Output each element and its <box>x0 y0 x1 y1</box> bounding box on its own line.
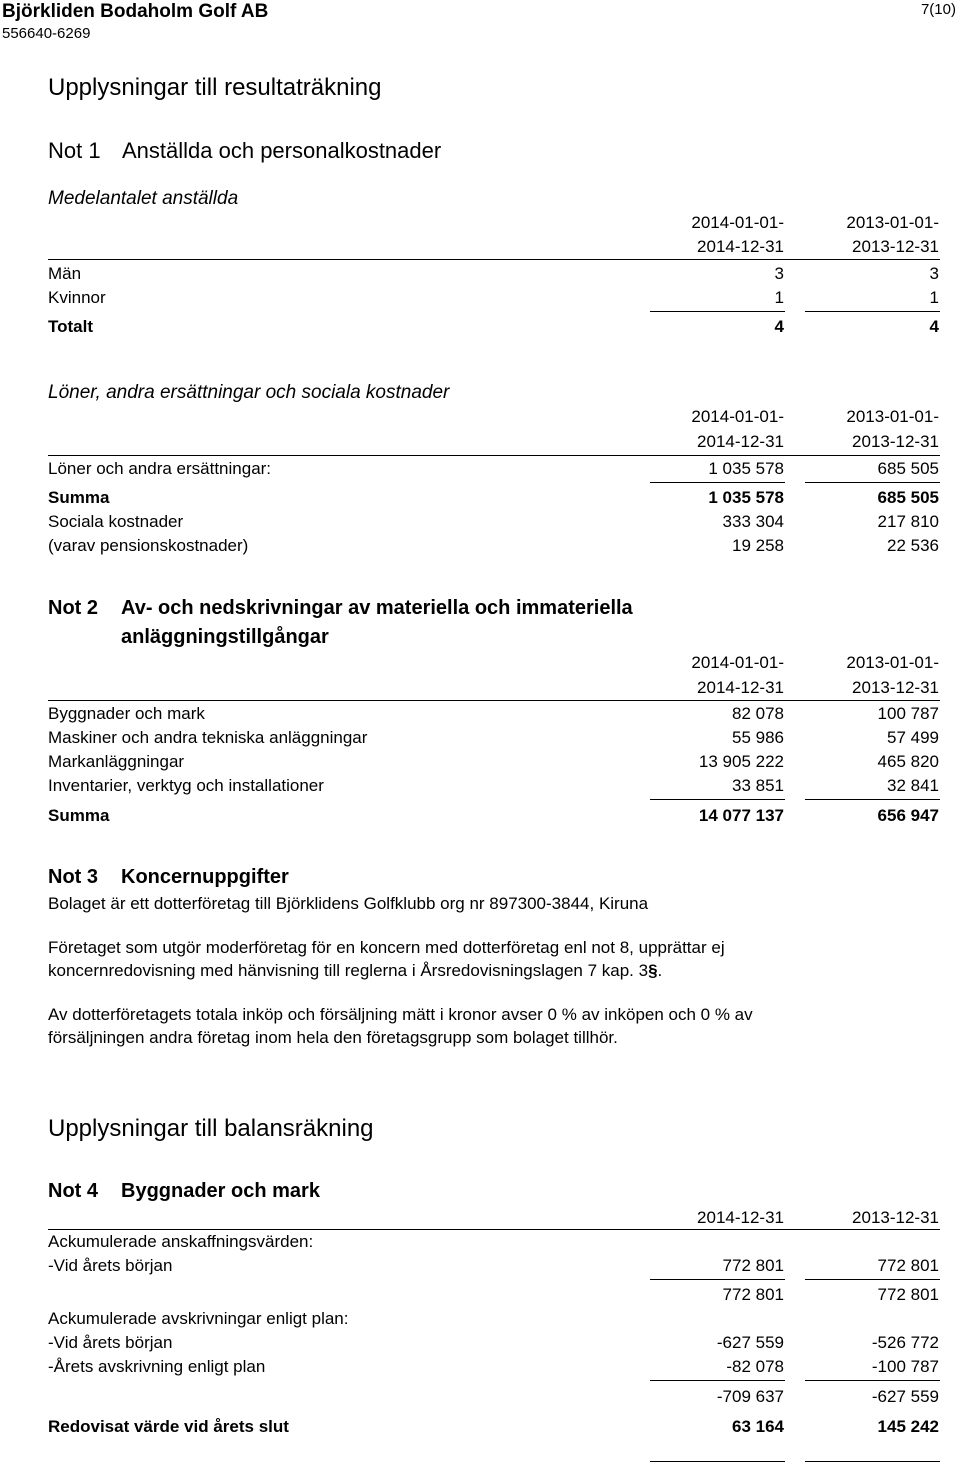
note2-row-label: Maskiner och andra tekniska anläggningar <box>48 728 368 747</box>
acq-sum-rule-cur <box>650 1279 785 1280</box>
salaries-row-prev: 685 505 <box>877 459 939 478</box>
note2-sum-prev: 656 947 <box>877 806 939 825</box>
salaries-header-rule <box>48 455 940 456</box>
note2-row-label: Inventarier, verktyg och installationer <box>48 776 324 795</box>
pension-costs-prev: 22 536 <box>887 536 939 555</box>
social-costs-cur: 333 304 <box>722 512 784 531</box>
note4-header-rule <box>48 1229 940 1230</box>
note3-paragraph-consolidation-line2 <box>48 962 662 979</box>
note2-title-line2: anläggningstillgångar <box>121 626 329 648</box>
dep-total-prev: -627 559 <box>871 1387 939 1406</box>
note1-title: Anställda och personalkostnader <box>122 138 442 163</box>
note3-title: Koncernuppgifter <box>121 866 289 888</box>
salaries-period-cur-end: 2014-12-31 <box>697 432 784 451</box>
salaries-sum-cur: 1 035 578 <box>708 488 784 507</box>
acq-total-cur: 772 801 <box>722 1285 784 1304</box>
note2-row-prev: 57 499 <box>887 728 939 747</box>
note2-sum-label: Summa <box>48 806 110 825</box>
employees-row-prev: 1 <box>929 288 939 307</box>
note4-col-prev: 2013-12-31 <box>852 1208 939 1227</box>
note2-period-prev-start: 2013-01-01- <box>846 653 939 672</box>
employees-period-cur-end: 2014-12-31 <box>697 237 784 256</box>
acq-title: Ackumulerade anskaffningsvärden: <box>48 1232 314 1251</box>
note4-col-cur: 2014-12-31 <box>697 1208 784 1227</box>
employees-sum-rule-cur <box>650 311 785 312</box>
salaries-sum-rule-cur <box>650 482 785 483</box>
note3-paragraph-parent: Bolaget är ett dotterföretag till Björklidens Golfklubb org nr 897300-3844, Kiruna <box>48 894 649 913</box>
employees-period-cur-start: 2014-01-01- <box>691 213 784 232</box>
note2-header-rule <box>48 700 940 701</box>
note2-row-label: Byggnader och mark <box>48 704 205 723</box>
page-number: 7(10) <box>920 1 956 18</box>
note2-number: Not 2 <box>48 597 98 619</box>
dep-sum-rule-cur <box>650 1380 785 1381</box>
employees-total-label: Totalt <box>48 317 94 336</box>
note1-number: Not 1 <box>48 138 101 163</box>
acq-sum-rule-prev <box>805 1279 940 1280</box>
salaries-subtitle: Löner, andra ersättningar och sociala kostnader <box>48 382 450 403</box>
acq-start-prev: 772 801 <box>877 1256 939 1275</box>
note2-row-cur: 33 851 <box>732 776 784 795</box>
salaries-row-cur: 1 035 578 <box>708 459 784 478</box>
employees-row-cur: 1 <box>774 288 784 307</box>
note2-sum-cur: 14 077 137 <box>698 806 784 825</box>
salaries-row-label: Löner och andra ersättningar: <box>48 459 272 478</box>
note2-period-cur-end: 2014-12-31 <box>697 678 784 697</box>
note2-row-label: Markanläggningar <box>48 752 185 771</box>
employees-row-cur: 3 <box>774 264 784 283</box>
acq-start-cur: 772 801 <box>722 1256 784 1275</box>
salaries-period-prev-end: 2013-12-31 <box>852 432 939 451</box>
dep-year-cur: -82 078 <box>726 1357 784 1376</box>
employees-period-prev-start: 2013-01-01- <box>846 213 939 232</box>
note2-row-prev: 465 820 <box>877 752 939 771</box>
salaries-period-cur-start: 2014-01-01- <box>691 407 784 426</box>
dep-year-label: -Årets avskrivning enligt plan <box>48 1357 266 1376</box>
employees-row-label: Män <box>48 264 82 283</box>
note2-row-cur: 55 986 <box>732 728 784 747</box>
employees-period-prev-end: 2013-12-31 <box>852 237 939 256</box>
acq-total-prev: 772 801 <box>877 1285 939 1304</box>
book-value-prev: 145 242 <box>877 1417 939 1436</box>
book-value-rule-cur <box>650 1461 785 1462</box>
book-value-label: Redovisat värde vid årets slut <box>48 1417 289 1436</box>
salaries-sum-prev: 685 505 <box>877 488 939 507</box>
note3-number: Not 3 <box>48 866 98 888</box>
social-costs-prev: 217 810 <box>877 512 939 531</box>
note3-paragraph-purchases-line2: försäljningen andra företag inom hela den företagsgrupp som bolaget tillhör. <box>48 1028 618 1047</box>
note2-row-cur: 82 078 <box>732 704 784 723</box>
note2-sum-rule-cur <box>650 799 785 800</box>
section-title-income: Upplysningar till resultaträkning <box>48 74 382 101</box>
note4-number: Not 4 <box>48 1180 98 1202</box>
note2-heading <box>48 598 633 618</box>
employees-row-prev: 3 <box>929 264 939 283</box>
dep-sum-rule-prev <box>805 1380 940 1381</box>
employees-sum-rule-prev <box>805 311 940 312</box>
section-title-balance: Upplysningar till balansräkning <box>48 1115 374 1142</box>
dep-title: Ackumulerade avskrivningar enligt plan: <box>48 1309 349 1328</box>
employees-total-prev: 4 <box>929 317 939 336</box>
note2-title-line1: Av- och nedskrivningar av materiella och immateriella <box>121 597 633 619</box>
note2-row-prev: 100 787 <box>877 704 939 723</box>
book-value-cur: 63 164 <box>732 1417 784 1436</box>
note3-heading <box>48 867 289 887</box>
dep-start-cur: -627 559 <box>716 1333 784 1352</box>
org-number: 556640-6269 <box>2 25 91 42</box>
note2-row-prev: 32 841 <box>887 776 939 795</box>
salaries-period-prev-start: 2013-01-01- <box>846 407 939 426</box>
note3-consolidation-text: koncernredovisning med hänvisning till reglerna i Årsredovisningslagen 7 kap. 3 <box>48 961 649 980</box>
salaries-sum-label: Summa <box>48 488 110 507</box>
note3-paragraph-purchases-line1: Av dotterföretagets totala inköp och försäljning mätt i kronor avser 0 % av inköpen och 0 % av <box>48 1005 753 1024</box>
employees-header-rule <box>48 259 940 260</box>
note3-paragraph-consolidation-line1: Företaget som utgör moderföretag för en koncern med dotterföretag enl not 8, upprättar ej <box>48 938 725 957</box>
note4-heading <box>48 1181 320 1201</box>
social-costs-label: Sociala kostnader <box>48 512 184 531</box>
note2-sum-rule-prev <box>805 799 940 800</box>
book-value-rule-prev <box>805 1461 940 1462</box>
pension-costs-label: (varav pensionskostnader) <box>48 536 249 555</box>
note3-consolidation-period: . <box>657 961 663 980</box>
note2-row-cur: 13 905 222 <box>698 752 784 771</box>
note1-heading <box>48 140 441 162</box>
pension-costs-cur: 19 258 <box>732 536 784 555</box>
dep-start-prev: -526 772 <box>871 1333 939 1352</box>
dep-year-prev: -100 787 <box>871 1357 939 1376</box>
note2-period-cur-start: 2014-01-01- <box>691 653 784 672</box>
employees-row-label: Kvinnor <box>48 288 106 307</box>
note2-period-prev-end: 2013-12-31 <box>852 678 939 697</box>
company-name: Björkliden Bodaholm Golf AB <box>2 1 269 22</box>
salaries-sum-rule-prev <box>805 482 940 483</box>
dep-total-cur: -709 637 <box>716 1387 784 1406</box>
dep-start-label: -Vid årets början <box>48 1333 173 1352</box>
employees-total-cur: 4 <box>774 317 784 336</box>
acq-start-label: -Vid årets början <box>48 1256 173 1275</box>
note4-title: Byggnader och mark <box>121 1180 320 1202</box>
employees-subtitle: Medelantalet anställda <box>48 188 239 209</box>
section-sign: § <box>648 961 658 980</box>
